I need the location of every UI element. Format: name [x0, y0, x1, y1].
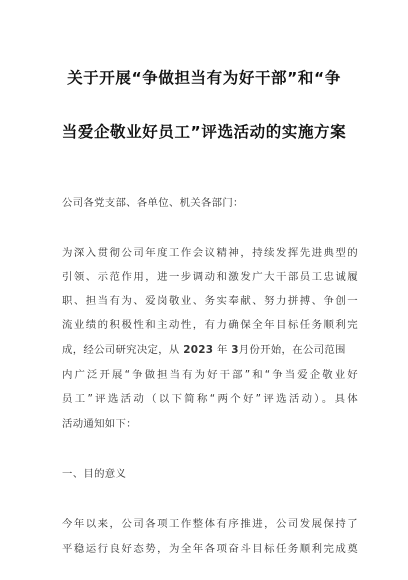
paragraph-1-month: 3	[231, 344, 239, 356]
paragraph-1-line-5-head: 成，经公司研究决定，从	[62, 344, 180, 356]
paragraph-1-line-6: 内广泛开展“争做担当有为好干部”和“争当爱企敬业好	[62, 369, 358, 381]
paragraph-1-line-2: 引领、示范作用，进一步调动和激发广大干部员工忠诚履	[62, 271, 358, 283]
paragraph-1-year-suffix: 年	[216, 344, 228, 356]
document-title-line-1: 关于开展“争做担当有为好干部”和“争	[67, 69, 341, 87]
document-title-line-2: 当爱企敬业好员工”评选活动的实施方案	[61, 123, 347, 141]
paragraph-1-line-3: 职、担当有为、爱岗敬业、务实奉献、努力拼搏、争创一	[62, 295, 358, 307]
paragraph-2-line-1: 今年以来，公司各项工作整体有序推进，公司发展保持了	[62, 518, 358, 530]
paragraph-1-line-7: 员工”评选活动（以下简称“两个好”评选活动）。具体	[62, 393, 358, 405]
section-1-heading: 一、目的意义	[62, 468, 127, 480]
paragraph-1-line-1: 为深入贯彻公司年度工作会议精神，持续发挥先进典型的	[62, 247, 358, 259]
paragraph-1-line-8: 活动通知如下：	[62, 418, 137, 430]
paragraph-1-line-5	[62, 341, 358, 356]
paragraph-2-line-2: 平稳运行良好态势，为全年各项奋斗目标任务顺利完成奠	[62, 543, 358, 555]
paragraph-1-year: 2023	[183, 344, 214, 356]
paragraph-1-line-4: 流业绩的积极性和主动性，有力确保全年目标任务顺利完	[62, 319, 358, 331]
salutation: 公司各党支部、各单位、机关各部门：	[62, 197, 244, 209]
paragraph-1-line-5-tail: 月份开始，在公司范围	[238, 344, 346, 356]
